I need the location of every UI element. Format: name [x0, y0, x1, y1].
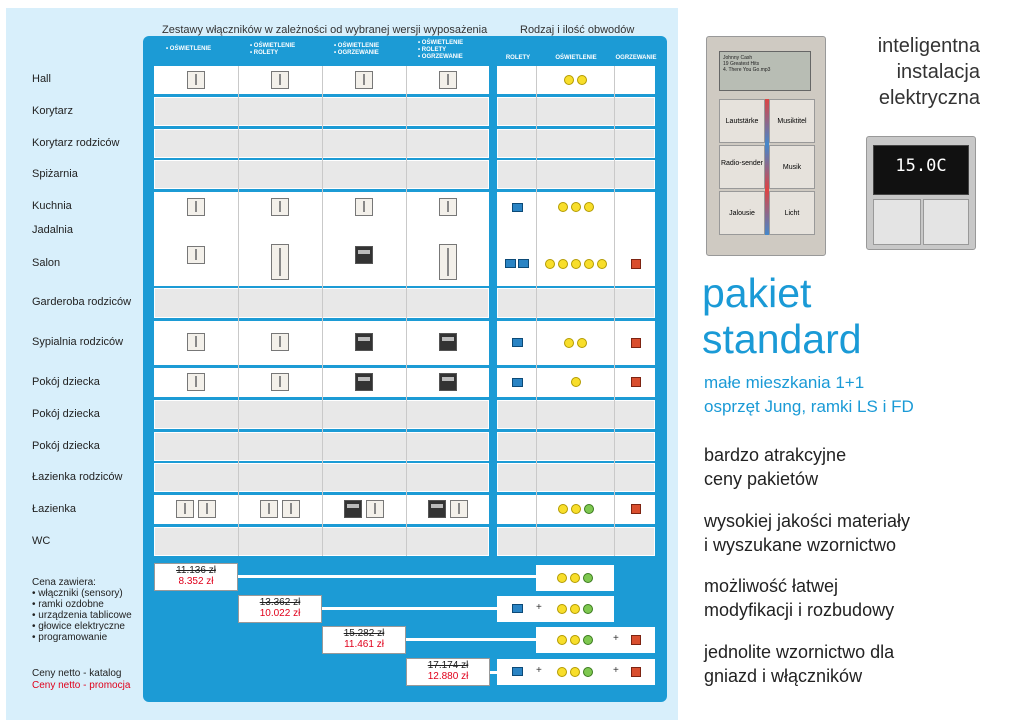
bulb-icon — [557, 635, 567, 645]
price-old: 15.282 zł — [343, 628, 385, 639]
price-new: 8.352 zł — [178, 576, 214, 587]
fan-icon — [583, 573, 593, 583]
sets-title: Zestawy włączników w zależności od wybranej wersji wyposażenia — [162, 24, 488, 36]
col-label: • OŚWIETLENIE — [334, 43, 379, 50]
double-switch-icon — [271, 244, 289, 280]
thermostat-switch-icon — [344, 500, 362, 518]
price-line — [322, 607, 497, 610]
tagline — [820, 33, 980, 111]
switch-icon — [187, 246, 205, 264]
jung-device-panel — [706, 36, 826, 256]
heating-icon — [631, 377, 641, 387]
price-new: 12.880 zł — [427, 671, 469, 682]
circuit-col-rolety: ROLETY — [505, 55, 531, 61]
feature-line: jednolite wzornictwo dla — [704, 642, 895, 662]
switch-icon — [271, 198, 289, 216]
switch-icon — [187, 373, 205, 391]
circuit-col-ogrzewanie: OGRZEWANIE — [615, 55, 657, 61]
room-label: Garderoba rodziców — [32, 296, 132, 308]
room-label: Korytarz rodziców — [32, 137, 120, 149]
thermostat-switch-icon — [428, 500, 446, 518]
tagline-line: elektryczna — [878, 87, 980, 109]
bulb-icon — [570, 604, 580, 614]
heating-icon — [631, 504, 641, 514]
switch-icon — [260, 500, 278, 518]
bulb-icon — [584, 259, 594, 269]
room-label: Łazienka rodziców — [32, 471, 123, 483]
version-col-3 — [334, 43, 379, 57]
heating-icon — [631, 338, 641, 348]
room-label: Kuchnia — [32, 200, 72, 212]
plus-sign: + — [536, 602, 542, 613]
bulb-icon — [557, 573, 567, 583]
version-col-1 — [166, 46, 211, 53]
lazienka-rodzicow-circuit-row — [497, 463, 655, 492]
device-button: Musik — [769, 145, 815, 189]
title-line: pakiet — [702, 270, 812, 316]
bulb-icon — [570, 573, 580, 583]
switch-icon — [439, 198, 457, 216]
pokoj-3-circuit-row — [497, 432, 655, 461]
switch-icon — [187, 333, 205, 351]
price-line — [238, 575, 536, 578]
price-old: 11.136 zł — [176, 565, 216, 576]
switch-icon — [187, 198, 205, 216]
promo-note: Ceny netto - promocja — [32, 680, 131, 691]
bulb-icon — [571, 377, 581, 387]
col-label: • OŚWIETLENIE — [418, 40, 463, 47]
device-button: Musiktitel — [769, 99, 815, 143]
room-label: Pokój dziecka — [32, 408, 100, 420]
bulb-icon — [545, 259, 555, 269]
price-info-item: • głowice elektryczne — [32, 621, 132, 632]
feature-1 — [704, 443, 846, 491]
device-display — [719, 51, 811, 91]
hall-circuit-row — [497, 66, 655, 94]
subtitle-line: małe mieszkania 1+1 — [704, 373, 865, 392]
price-info-item: • włączniki (sensory) — [32, 588, 132, 599]
room-label: Salon — [32, 257, 61, 269]
roller-shutter-icon — [512, 203, 523, 212]
room-label: Korytarz — [32, 105, 73, 117]
display-line: Johnny Cash — [723, 55, 753, 61]
thermostat-display: 15.0C — [873, 145, 969, 195]
price-line — [406, 638, 536, 641]
thermostat-switch-icon — [439, 373, 457, 391]
feature-2 — [704, 509, 910, 557]
catalog-note: Ceny netto - katalog — [32, 668, 122, 679]
plus-sign: + — [613, 665, 619, 676]
korytarz-rodzicow-circuit-row — [497, 129, 655, 158]
col-label: • OŚWIETLENIE — [166, 46, 211, 53]
double-switch-icon — [439, 244, 457, 280]
package-subtitle — [704, 371, 914, 419]
device-button — [923, 199, 969, 245]
room-label: Łazienka — [32, 503, 77, 515]
feature-line: modyfikacji i rozbudowy — [704, 600, 895, 620]
price-new: 10.022 zł — [259, 608, 301, 619]
col-label: • OGRZEWANIE — [334, 50, 379, 57]
wc-circuit-row — [497, 527, 655, 556]
garderoba-circuit-row — [497, 288, 655, 318]
col-label: • ROLETY — [418, 47, 463, 54]
spizarnia-circuit-row — [497, 160, 655, 189]
feature-line: bardzo atrakcyjne — [704, 445, 847, 465]
roller-shutter-icon — [512, 667, 523, 676]
room-label: Hall — [32, 73, 51, 85]
switch-icon — [187, 71, 205, 89]
switch-icon — [355, 198, 373, 216]
switch-icon — [355, 71, 373, 89]
price-new: 11.461 zł — [344, 639, 384, 650]
column-separator — [322, 66, 323, 556]
led-strip — [765, 99, 769, 235]
room-label: Sypialnia rodziców — [32, 336, 124, 348]
subtitle-line: osprzęt Jung, ramki LS i FD — [704, 397, 914, 416]
fan-icon — [583, 667, 593, 677]
price-box-2 — [238, 595, 322, 623]
feature-line: ceny pakietów — [704, 469, 819, 489]
display-line: 19 Greatest Hits — [723, 61, 760, 67]
title-line: standard — [702, 316, 862, 362]
bulb-icon — [571, 202, 581, 212]
bulb-icon — [570, 667, 580, 677]
bulb-icon — [597, 259, 607, 269]
price-box-1 — [154, 563, 238, 591]
room-label: WC — [32, 535, 51, 547]
plus-sign: + — [613, 633, 619, 644]
price-info — [32, 577, 132, 643]
price-info-item: • ramki ozdobne — [32, 599, 132, 610]
fan-icon — [584, 504, 594, 514]
device-button: Lautstärke — [719, 99, 765, 143]
col-label: • OŚWIETLENIE — [250, 43, 295, 50]
plus-sign: + — [536, 665, 542, 676]
version-col-4 — [418, 40, 463, 61]
room-label: Jadalnia — [32, 224, 73, 236]
bulb-icon — [558, 202, 568, 212]
device-button: Radio-sender — [719, 145, 765, 189]
device-button: Licht — [769, 191, 815, 235]
bulb-icon — [558, 259, 568, 269]
bulb-icon — [557, 604, 567, 614]
column-separator — [614, 66, 615, 556]
package-title — [702, 270, 862, 362]
roller-shutter-icon — [512, 604, 523, 613]
feature-3 — [704, 574, 894, 622]
heating-icon — [631, 259, 641, 269]
feature-line: możliwość łatwej — [704, 576, 839, 596]
column-separator — [406, 66, 407, 556]
version-col-2 — [250, 43, 295, 57]
fan-icon — [583, 635, 593, 645]
bulb-icon — [571, 259, 581, 269]
tagline-line: instalacja — [896, 61, 980, 83]
thermostat-device — [866, 136, 976, 250]
bulb-icon — [557, 667, 567, 677]
price-old: 17.174 zł — [427, 660, 469, 671]
bulb-icon — [570, 635, 580, 645]
price-info-title: Cena zawiera: — [32, 577, 96, 588]
fan-icon — [583, 604, 593, 614]
bulb-icon — [558, 504, 568, 514]
device-button — [873, 199, 921, 245]
device-button: Jalousie — [719, 191, 765, 235]
switch-icon — [439, 71, 457, 89]
column-separator — [238, 66, 239, 556]
feature-line: gniazd i włączników — [704, 666, 863, 686]
bulb-icon — [571, 504, 581, 514]
switch-icon — [450, 500, 468, 518]
room-label: Pokój dziecka — [32, 376, 100, 388]
switch-icon — [176, 500, 194, 518]
pokoj-2-circuit-row — [497, 400, 655, 429]
heating-icon — [631, 635, 641, 645]
bulb-icon — [577, 75, 587, 85]
col-label: • OGRZEWANIE — [418, 54, 463, 61]
price-old: 13.362 zł — [259, 597, 301, 608]
switch-icon — [271, 333, 289, 351]
feature-line: wysokiej jakości materiały — [704, 511, 911, 531]
price-info-item: • urządzenia tablicowe — [32, 610, 132, 621]
column-separator — [536, 66, 537, 556]
bulb-icon — [564, 338, 574, 348]
room-label: Pokój dziecka — [32, 440, 100, 452]
bulb-icon — [564, 75, 574, 85]
circuits-title: Rodzaj i ilość obwodów — [520, 24, 635, 36]
tagline-line: inteligentna — [877, 35, 980, 57]
price-box-3 — [322, 626, 406, 654]
roller-shutter-icon — [505, 259, 516, 268]
display-line: 4. There You Go.mp3 — [723, 67, 771, 73]
thermostat-switch-icon — [355, 373, 373, 391]
feature-line: i wyszukane wzornictwo — [704, 535, 897, 555]
price-info-item: • programowanie — [32, 632, 132, 643]
korytarz-circuit-row — [497, 97, 655, 126]
circuit-col-oswietlenie: OŚWIETLENIE — [555, 55, 597, 61]
heating-icon — [631, 667, 641, 677]
feature-4 — [704, 640, 894, 688]
price-line — [490, 671, 497, 674]
thermostat-switch-icon — [355, 333, 373, 351]
thermostat-switch-icon — [439, 333, 457, 351]
switch-icon — [198, 500, 216, 518]
roller-shutter-icon — [512, 378, 523, 387]
roller-shutter-icon — [512, 338, 523, 347]
thermostat-switch-icon — [355, 246, 373, 264]
bulb-icon — [577, 338, 587, 348]
switch-icon — [271, 373, 289, 391]
switch-icon — [282, 500, 300, 518]
bulb-icon — [584, 202, 594, 212]
switch-icon — [271, 71, 289, 89]
col-label: • ROLETY — [250, 50, 295, 57]
roller-shutter-icon — [518, 259, 529, 268]
room-label: Spiżarnia — [32, 168, 78, 180]
switch-icon — [366, 500, 384, 518]
price-box-4 — [406, 658, 490, 686]
